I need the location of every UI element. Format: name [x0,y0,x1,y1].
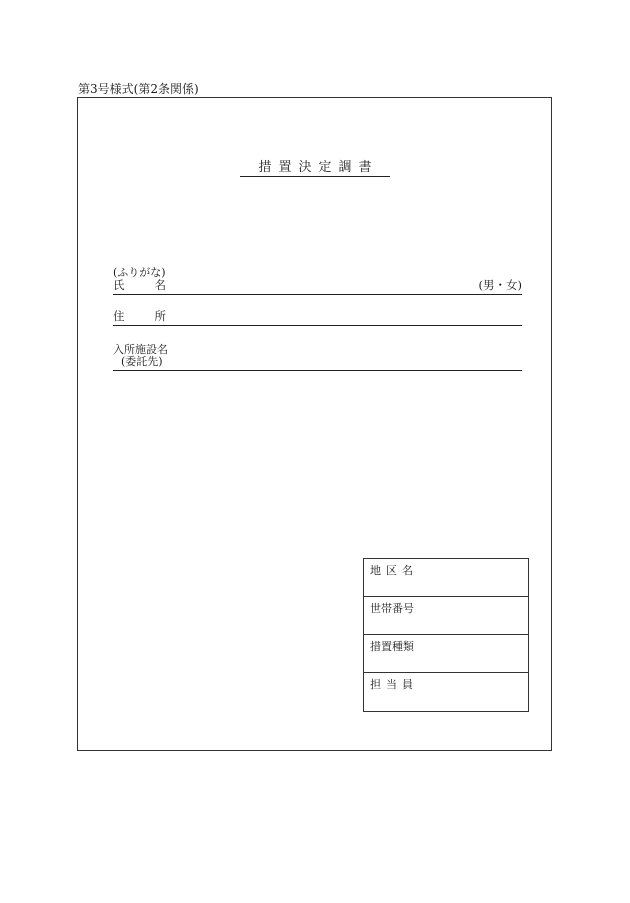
document-title: 措置決定調書 [240,159,390,177]
household-number-label: 世帯番号 [370,602,414,615]
district-label: 地区名 [370,564,418,577]
facility-field[interactable] [113,356,522,371]
staff-row[interactable] [364,673,528,711]
address-field[interactable] [113,311,522,326]
measure-type-label: 措置種類 [370,640,414,653]
name-field[interactable] [113,280,522,295]
household-number-row[interactable] [364,597,528,635]
sex-options[interactable]: (男・女) [478,278,522,292]
staff-label: 担当員 [370,678,418,691]
admin-info-box [363,558,529,712]
district-row[interactable] [364,559,528,597]
furigana-label: (ふりがな) [113,266,166,279]
measure-type-row[interactable] [364,635,528,673]
entrusted-label: (委託先) [121,355,163,368]
address-label: 住所 [113,309,196,323]
name-label: 氏名 [113,278,196,292]
facility-label: 入所施設名 [113,343,168,356]
form-frame [77,97,552,751]
form-number: 第3号様式(第2条関係) [78,82,199,96]
